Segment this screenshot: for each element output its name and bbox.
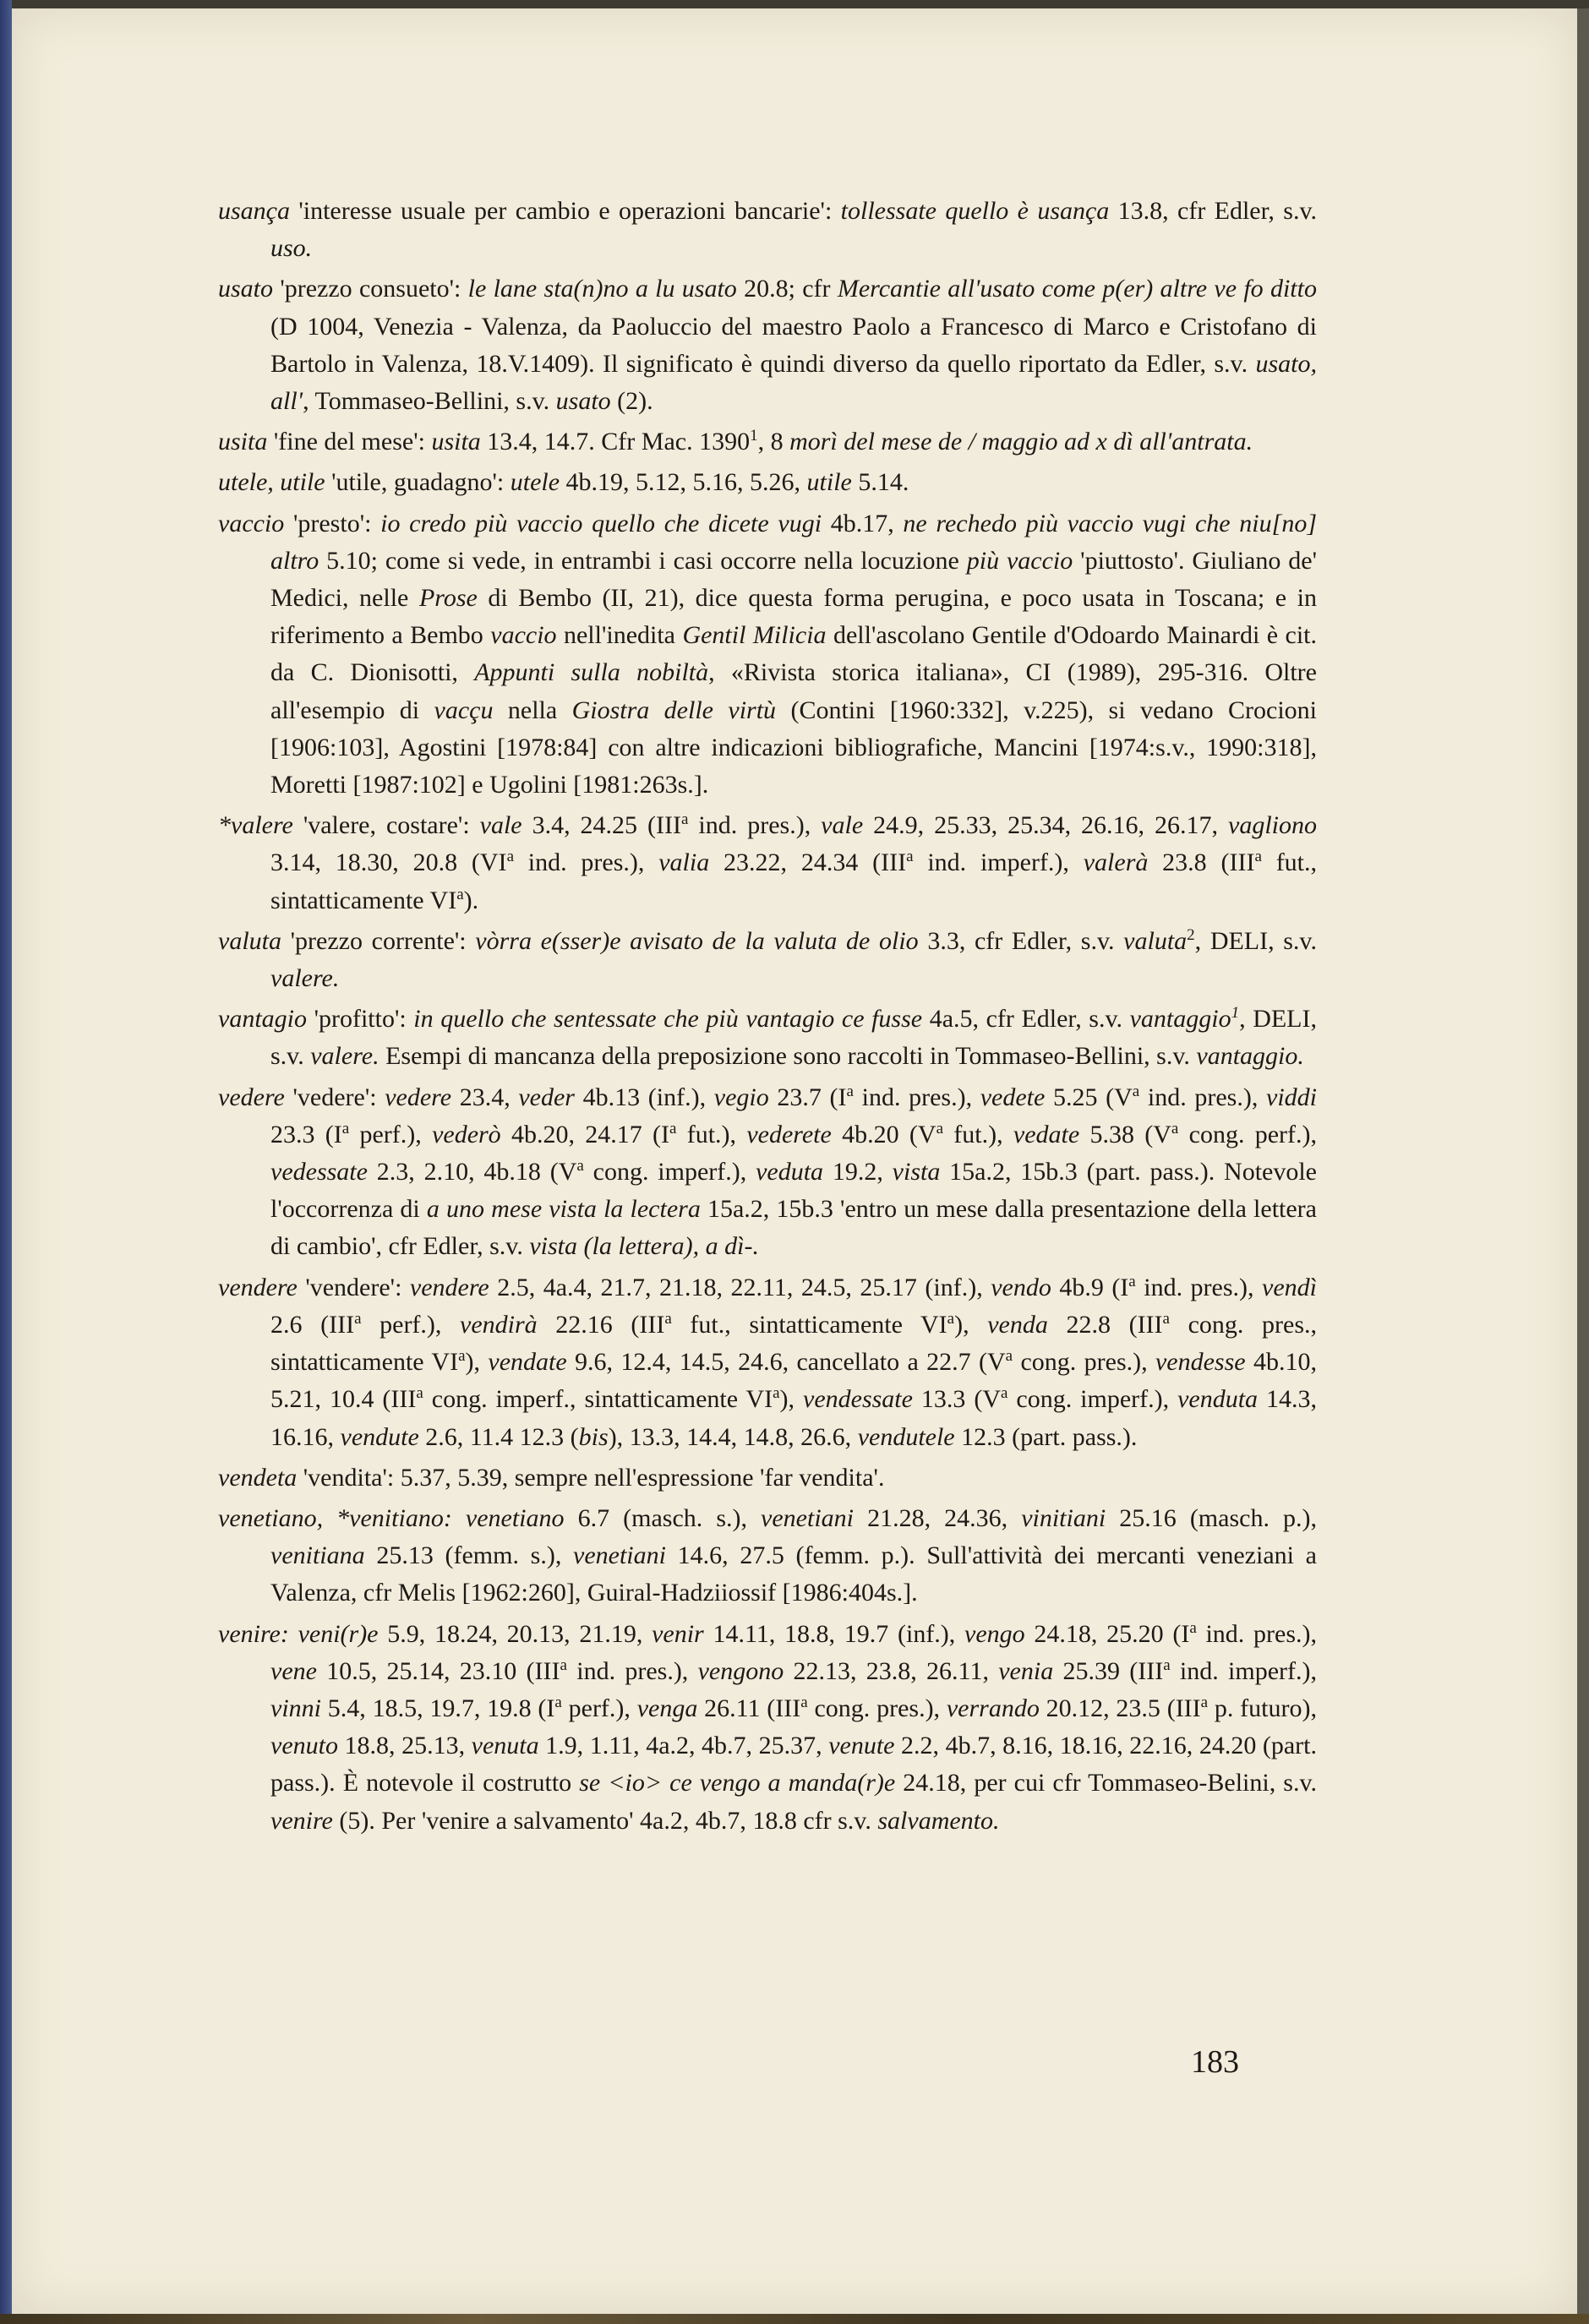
entry-venetiano: venetiano, *venitiano: venetiano 6.7 (masch. s.), venetiani 21.28, 24.36, vinitiani 25.16 (masch. p.), venitiana 25.13 (femm. s.), venetiani 14.6, 27.5 (femm. p.). Sull'attività dei mercanti veneziani a Valenza, cfr Melis [1962:260], Guiral-Hadziiossif [1986:404s.]. xyxy=(218,1503,1317,1607)
headword: vaccio xyxy=(218,509,285,537)
headword: vantagio xyxy=(218,1005,307,1034)
entry-vedere: vedere 'vedere': vedere 23.4, veder 4b.13 (inf.), vegio 23.7 ($I^a$ ind. pres.), vedete 5.25 ($V^a$ ind. pres.), viddi 23.3 ($I^a$ perf.), vederò 4b.20, 24.17 ($I^a$ fut.), vederete 4b.20 ($V^a$ fut.), vedate 5.38 ($V^a$ cong. perf.), vedessate 2.3, 2.10, 4b.18 ($V^a$ cong. imperf.), veduta 19.2, vista 15a.2, 15b.3 (part. pass.). Notevole l'occorrenza di a uno mese vista la lectera 15a.2, 15b.3 'entro un mese dalla presentazione della lettera di cambio', cfr Edler, s.v. vista (la lettera), a dì-. xyxy=(218,1082,1318,1261)
headword: usato xyxy=(218,275,274,303)
book-top-edge xyxy=(0,0,1589,8)
entry-valuta: valuta 'prezzo corrente': vòrra e(sser)e avisato de la valuta de olio 3.3, cfr Edler, s.v. valuta$^2$, DELI, s.v. valere. xyxy=(218,925,1317,993)
headword: venetiano, *venitiano: xyxy=(218,1503,452,1532)
entry-vaccio: vaccio 'presto': io credo più vaccio quello che dicete vugi 4b.17, ne rechedo più vaccio vugi che niu[no] altro 5.10; come si vede, in entrambi i casi occorre nella locuzione più vaccio 'piuttosto'. Giuliano de' Medici, nelle Prose di Bembo (II, 21), dice questa forma perugina, e poco usata in Toscana; e in riferimento a Bembo vaccio nell'inedita Gentil Milicia dell'ascolano Gentile d'Odoardo Mainardi è cit. da C. Dionisotti, Appunti sulla nobiltà, «Rivista storica italiana», CI (1989), 295-316. Oltre all'esempio di vacçu nella Giostra delle virtù (Contini [1960:332], v.225), si vedano Crocioni [1906:103], Agostini [1978:84] con altre indicazioni bibliografiche, Mancini [1974:s.v., 1990:318], Moretti [1987:102] e Ugolini [1981:263s.]. xyxy=(218,509,1317,799)
headword: vendeta xyxy=(218,1463,298,1492)
entry-utele: utele, utile 'utile, guadagno': utele 4b.19, 5.12, 5.16, 5.26, utile 5.14. xyxy=(218,468,909,497)
book-bottom-edge xyxy=(0,2314,1589,2324)
headword: vendere xyxy=(218,1273,298,1301)
headword: usita xyxy=(218,428,268,456)
page-number: 183 xyxy=(1191,2044,1239,2080)
headword: valuta xyxy=(218,926,281,955)
entry-valere: *valere 'valere, costare': vale 3.4, 24.25 (III$^a$ ind. pres.), vale 24.9, 25.33, 25.34, 26.16, 26.17, vagliono 3.14, 18.30, 20.8 ($VI^a$ ind. pres.), valia 23.22, 24.34 (III$^a$ ind. imperf.), valerà 23.8 (III$^a$ fut., sintatticamente $VI^a$). xyxy=(218,810,1318,914)
headword: vedere xyxy=(218,1083,285,1111)
entry-venire: venire: veni(r)e 5.9, 18.24, 20.13, 21.19, venir 14.11, 18.8, 19.7 (inf.), vengo 24.18, 25.20 ($I^a$ ind. pres.), vene 10.5, 25.14, 23.10 (III$^a$ ind. pres.), vengono 22.13, 23.8, 26.11, venia 25.39 (III$^a$ ind. imperf.), vinni 5.4, 18.5, 19.7, 19.8 ($I^a$ perf.), venga 26.11 (III$^a$ cong. pres.), verrando 20.12, 23.5 (III$^a$ p. futuro), venuto 18.8, 25.13, venuta 1.9, 1.11, 4a.2, 4b.7, 25.37, venute 2.2, 4b.7, 8.16, 18.16, 22.16, 24.20 (part. pass.). È notevole il costrutto se <io> ce vengo a manda(r)e 24.18, per cui cfr Tommaseo-Belini, s.v. venire (5). Per 'venire a salvamento' 4a.2, 4b.7, 18.8 cfr s.v. salvamento. xyxy=(218,1618,1318,1835)
entry-usato: usato 'prezzo consueto': le lane sta(n)no a lu usato 20.8; cfr Mercantie all'usato come p(er) altre ve fo ditto (D 1004, Venezia - Valenza, da Paoluccio del maestro Paolo a Francesco di Marco e Cristofano di Bartolo in Valenza, 18.V.1409). Il significato è quindi diverso da quello riportato da Edler, s.v. usato, all', Tommaseo-Bellini, s.v. usato (2). xyxy=(218,275,1317,416)
book-binding-edge xyxy=(0,0,12,2324)
entry-vendere: vendere 'vendere': vendere 2.5, 4a.4, 21.7, 21.18, 22.11, 24.5, 25.17 (inf.), vendo 4b.9 ($I^a$ ind. pres.), vendì 2.6 (III$^a$ perf.), vendirà 22.16 (III$^a$ fut., sintatticamente $VI^a$), venda 22.8 (III$^a$ cong. pres., sintatticamente $VI^a$), vendate 9.6, 12.4, 14.5, 24.6, cancellato a 22.7 ($V^a$ cong. pres.), vendesse 4b.10, 5.21, 10.4 (III$^a$ cong. imperf., sintatticamente $VI^a$), vendessate 13.3 ($V^a$ cong. imperf.), venduta 14.3, 16.16, vendute 2.6, 11.4 12.3 (bis), 13.3, 14.4, 14.8, 26.6, vendutele 12.3 (part. pass.). xyxy=(218,1272,1317,1451)
entry-usanca: usança 'interesse usuale per cambio e operazioni bancarie': tollessate quello è usança 13.8, cfr Edler, s.v. uso. xyxy=(218,197,1317,263)
glossary-column xyxy=(218,193,1317,1843)
entry-vendeta: vendeta 'vendita': 5.37, 5.39, sempre nell'espressione 'far vendita'. xyxy=(218,1463,885,1492)
entry-vantagio: vantagio 'profitto': in quello che sentessate che più vantagio ce fusse 4a.5, cfr Edler, s.v. vantaggio$^1$, DELI, s.v. valere. Esempi di mancanza della preposizione sono raccolti in Tommaseo-Bellini, s.v. vantaggio. xyxy=(218,1004,1317,1071)
headword: usança xyxy=(218,197,290,225)
headword: *valere xyxy=(218,811,293,840)
entry-usita: usita 'fine del mese': usita 13.4, 14.7. Cfr Mac. 1390$^1$, 8 morì del mese de / maggio ad x dì all'antrata. xyxy=(218,427,1253,456)
headword: venire: xyxy=(218,1619,289,1648)
headword: utele, utile xyxy=(218,468,325,497)
